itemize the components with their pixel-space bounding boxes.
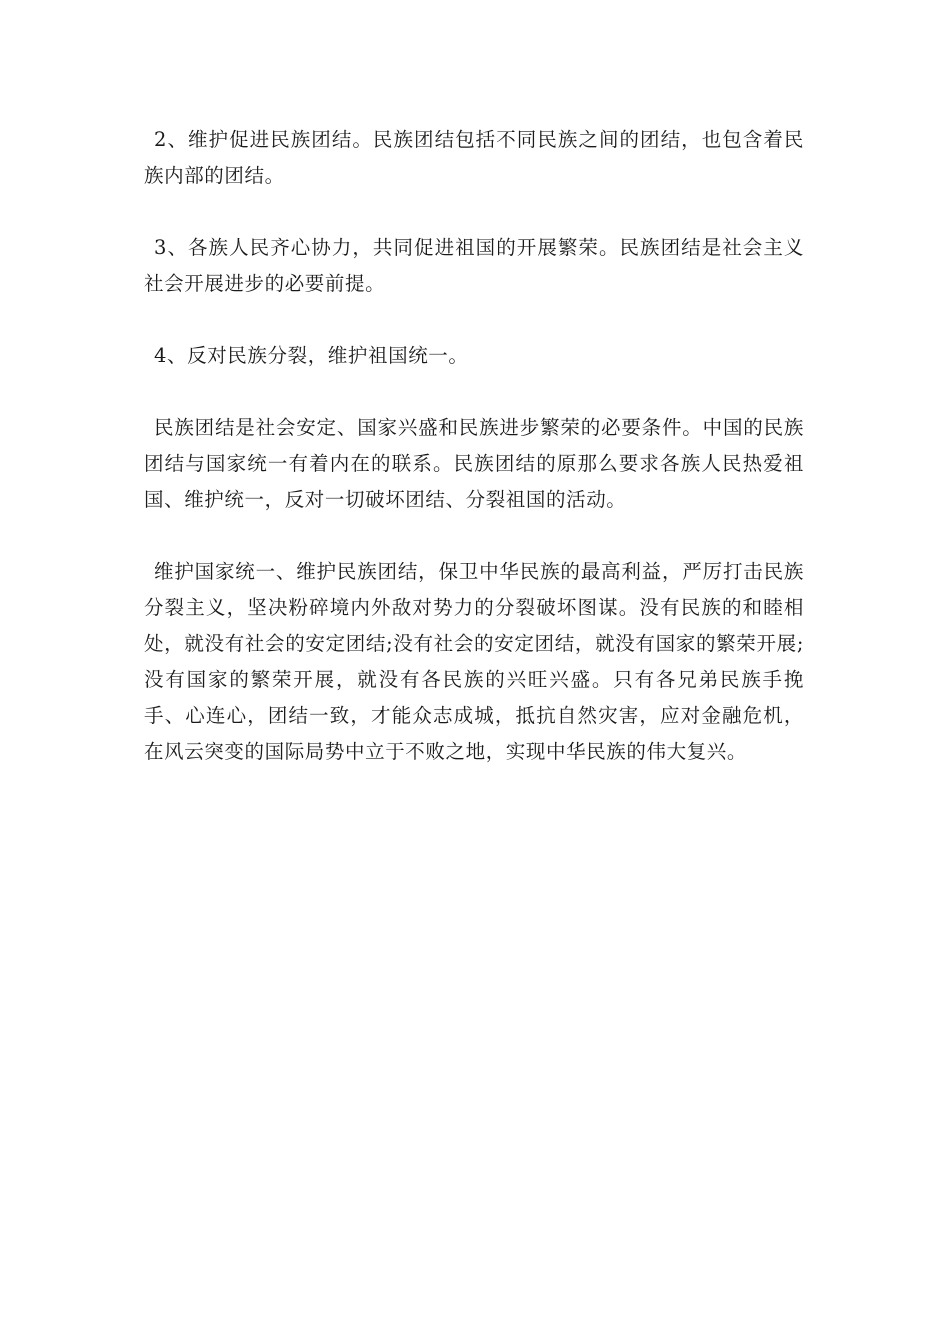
paragraph-spacer [144,518,804,554]
paragraph-spacer [144,194,804,230]
paragraph-spacer [144,374,804,410]
document-body [144,122,804,770]
paragraph-2: 2、维护促进民族团结。民族团结包括不同民族之间的团结，也包含着民族内部的团结。 [144,128,804,187]
paragraph-spacer [144,302,804,338]
paragraph-4: 4、反对民族分裂，维护祖国统一。 [154,344,469,367]
paragraph-unity-conditions: 民族团结是社会安定、国家兴盛和民族进步繁荣的必要条件。中国的民族团结与国家统一有着内在的联系。民族团结的原那么要求各族人民热爱祖国、维护统一，反对一切破坏团结、分裂祖国的活动。 [144,416,804,511]
paragraph-national-unity: 维护国家统一、维护民族团结，保卫中华民族的最高利益，严厉打击民族分裂主义，坚决粉碎境内外敌对势力的分裂破坏图谋。没有民族的和睦相处，就没有社会的安定团结;没有社会的安定团结，就没有国家的繁荣开展;没有国家的繁荣开展，就没有各民族的兴旺兴盛。只有各兄弟民族手挽手、心连心，团结一致，才能众志成城，抵抗自然灾害，应对金融危机，在风云突变的国际局势中立于不败之地，实现中华民族的伟大复兴。 [144,560,804,763]
paragraph-3: 3、各族人民齐心协力，共同促进祖国的开展繁荣。民族团结是社会主义社会开展进步的必要前提。 [144,236,804,295]
